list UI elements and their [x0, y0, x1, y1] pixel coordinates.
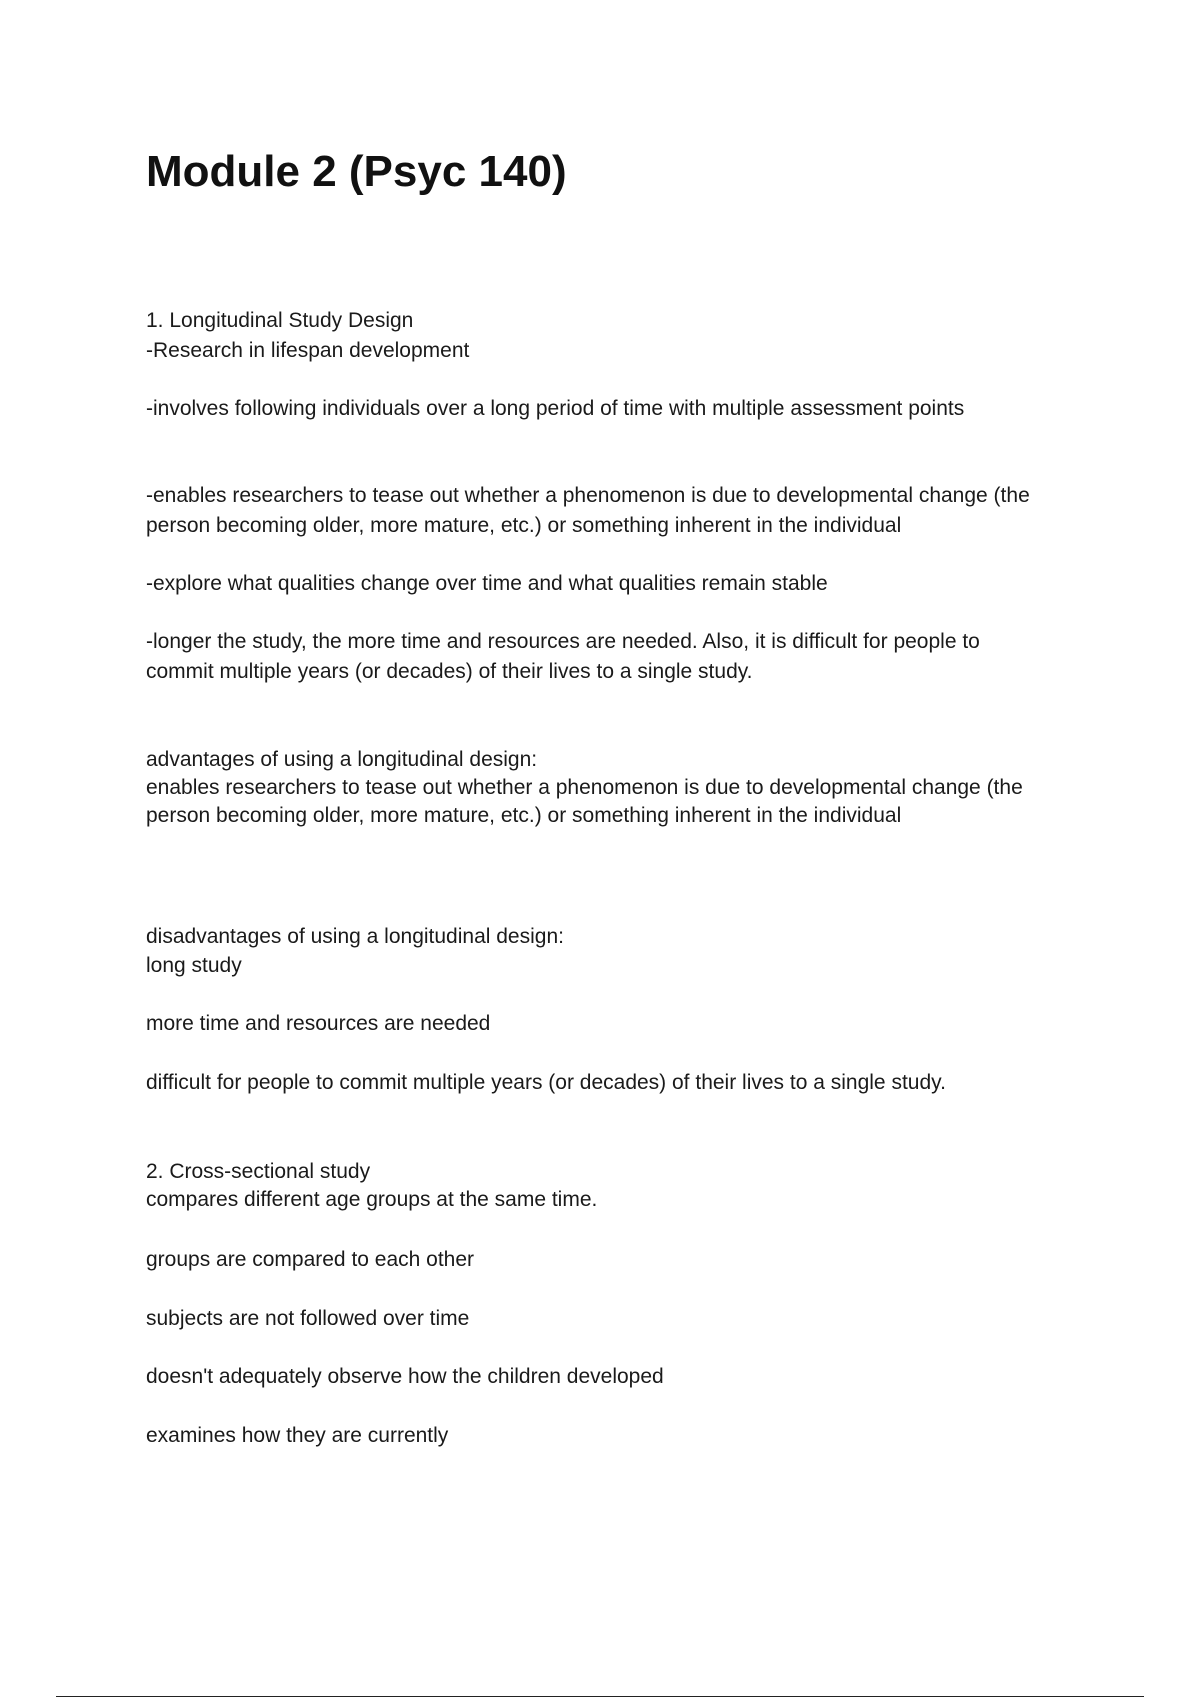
note-line: -explore what qualities change over time and what qualities remain stable — [146, 572, 828, 595]
note-line: commit multiple years (or decades) of their lives to a single study. — [146, 660, 753, 683]
note-line: person becoming older, more mature, etc.) or something inherent in the individual — [146, 514, 902, 537]
note-line: enables researchers to tease out whether a phenomenon is due to developmental change (the — [146, 776, 1023, 799]
note-line: subjects are not followed over time — [146, 1307, 470, 1330]
note-line: more time and resources are needed — [146, 1012, 491, 1035]
section-heading-cross-sectional: 2. Cross-sectional study — [146, 1160, 371, 1183]
note-line: doesn't adequately observe how the children developed — [146, 1365, 664, 1388]
section-heading-longitudinal: 1. Longitudinal Study Design — [146, 309, 414, 332]
advantages-heading: advantages of using a longitudinal design: — [146, 748, 538, 771]
note-line: groups are compared to each other — [146, 1248, 475, 1271]
disadvantages-heading: disadvantages of using a longitudinal design: — [146, 925, 564, 948]
note-line: difficult for people to commit multiple years (or decades) of their lives to a single study. — [146, 1071, 946, 1094]
page-title: Module 2 (Psyc 140) — [146, 147, 567, 196]
note-line: long study — [146, 954, 242, 977]
footer-divider — [56, 1696, 1144, 1697]
note-line: person becoming older, more mature, etc.) or something inherent in the individual — [146, 804, 902, 827]
note-line: -longer the study, the more time and resources are needed. Also, it is difficult for people to — [146, 630, 980, 653]
note-line: -involves following individuals over a long period of time with multiple assessment points — [146, 397, 965, 420]
section-subheading: -Research in lifespan development — [146, 339, 470, 362]
note-line: compares different age groups at the same time. — [146, 1188, 598, 1211]
note-line: -enables researchers to tease out whether a phenomenon is due to developmental change (the — [146, 484, 1030, 507]
note-line: examines how they are currently — [146, 1424, 449, 1447]
